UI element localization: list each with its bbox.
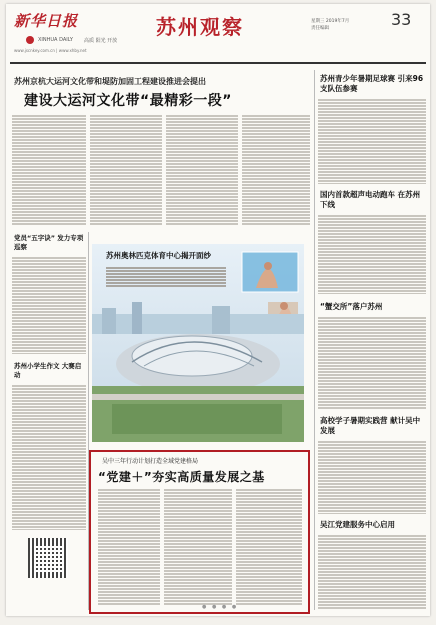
color-registration-marks: ● ● ● ● bbox=[202, 604, 239, 610]
issue-date: 星期三 2019年7月 bbox=[311, 19, 350, 24]
feature-body-col-2 bbox=[164, 488, 232, 606]
left-item-body bbox=[12, 384, 86, 530]
feature-kicker: 吴中三年行动计划打造全域党建格局 bbox=[102, 458, 199, 465]
page-number: 33 bbox=[391, 10, 412, 29]
logo-english: XINHUA DAILY bbox=[38, 37, 73, 43]
issue-editor: 责任编辑 bbox=[311, 26, 329, 31]
masthead bbox=[6, 4, 430, 64]
lead-body-col-4 bbox=[242, 114, 310, 226]
feature-headline: “党建＋”夯实高质量发展之基 bbox=[98, 470, 265, 484]
photo-title: 苏州奥林匹克体育中心揭开面纱 bbox=[106, 251, 211, 260]
lead-kicker: 苏州京杭大运河文化带和堤防加固工程建设推进会提出 bbox=[14, 77, 206, 86]
qr-code-icon bbox=[28, 538, 68, 578]
right-item-body bbox=[318, 214, 426, 294]
newspaper-logo: 新华日报 bbox=[14, 12, 79, 30]
right-item-body bbox=[318, 98, 426, 184]
column-divider bbox=[314, 70, 315, 610]
masthead-rule bbox=[10, 62, 426, 64]
left-item-title: 党员“五字诀” 发力专项巡察 bbox=[14, 234, 84, 251]
right-item-title: 高校学子暑期实践营 献计吴中发展 bbox=[320, 416, 421, 435]
right-item-title: 吴江党建服务中心启用 bbox=[320, 520, 395, 529]
right-item-title: 苏州青少年暑期足球赛 引来96支队伍参赛 bbox=[320, 74, 424, 93]
lead-headline: 建设大运河文化带“最精彩一段” bbox=[24, 93, 232, 109]
right-item-body bbox=[318, 440, 426, 514]
right-item-body bbox=[318, 316, 426, 410]
slogan: 高质 阳光 开放 bbox=[84, 38, 118, 44]
issue-meta bbox=[311, 18, 349, 32]
website-line: www.jscnkey.com.cn | www.xhby.net bbox=[14, 48, 87, 53]
seal-icon bbox=[26, 36, 34, 44]
right-item-title: “蟹交所”落户苏州 bbox=[320, 302, 383, 311]
section-title: 苏州观察 bbox=[156, 15, 244, 39]
lead-body-col-2 bbox=[90, 114, 162, 226]
feature-body-col-3 bbox=[236, 488, 302, 606]
lead-body-col-1 bbox=[12, 114, 86, 226]
left-item-body bbox=[12, 256, 86, 354]
right-item-title: 国内首款超声电动跑车 在苏州下线 bbox=[320, 190, 421, 209]
feature-body-col-1 bbox=[98, 488, 160, 606]
left-item-title: 苏州小学生作文 大赛启动 bbox=[14, 362, 82, 379]
newspaper-page bbox=[6, 4, 430, 616]
photo-caption bbox=[106, 266, 226, 288]
lead-body-col-3 bbox=[166, 114, 238, 226]
right-item-body bbox=[318, 534, 426, 610]
